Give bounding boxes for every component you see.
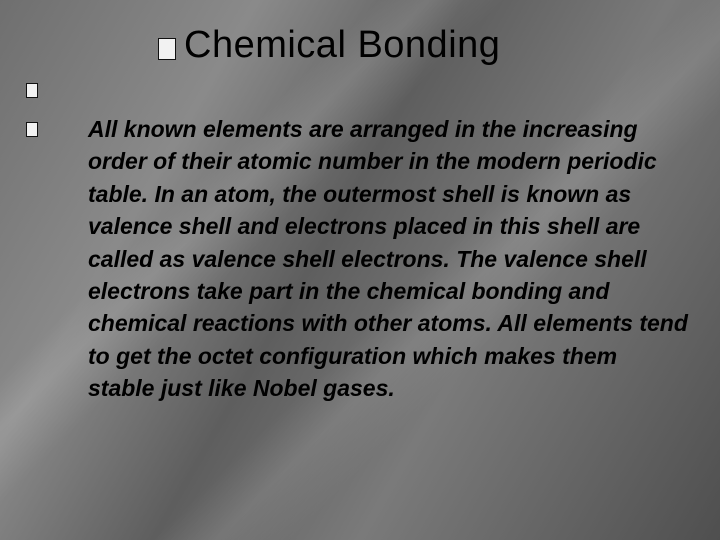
slide-title-row — [158, 24, 500, 67]
slide-title: Chemical Bonding — [184, 24, 501, 66]
bullet-marker — [26, 122, 38, 142]
box-glyph-icon — [158, 38, 176, 60]
box-glyph-icon — [26, 83, 38, 98]
bullet-marker-empty — [26, 83, 38, 103]
box-glyph-icon — [26, 122, 38, 137]
bullet-body-text: All known elements are arranged in the increasing order of their atomic number in the modern periodic table. In an atom, the outermost shell is known as valence shell and electrons placed in this shell are called as valence shell electrons. The valence shell electrons take part in the chemical bonding and chemical reactions with other atoms. All elements tend to get the octet configuration which makes them stable just like Nobel gases. — [88, 116, 688, 402]
